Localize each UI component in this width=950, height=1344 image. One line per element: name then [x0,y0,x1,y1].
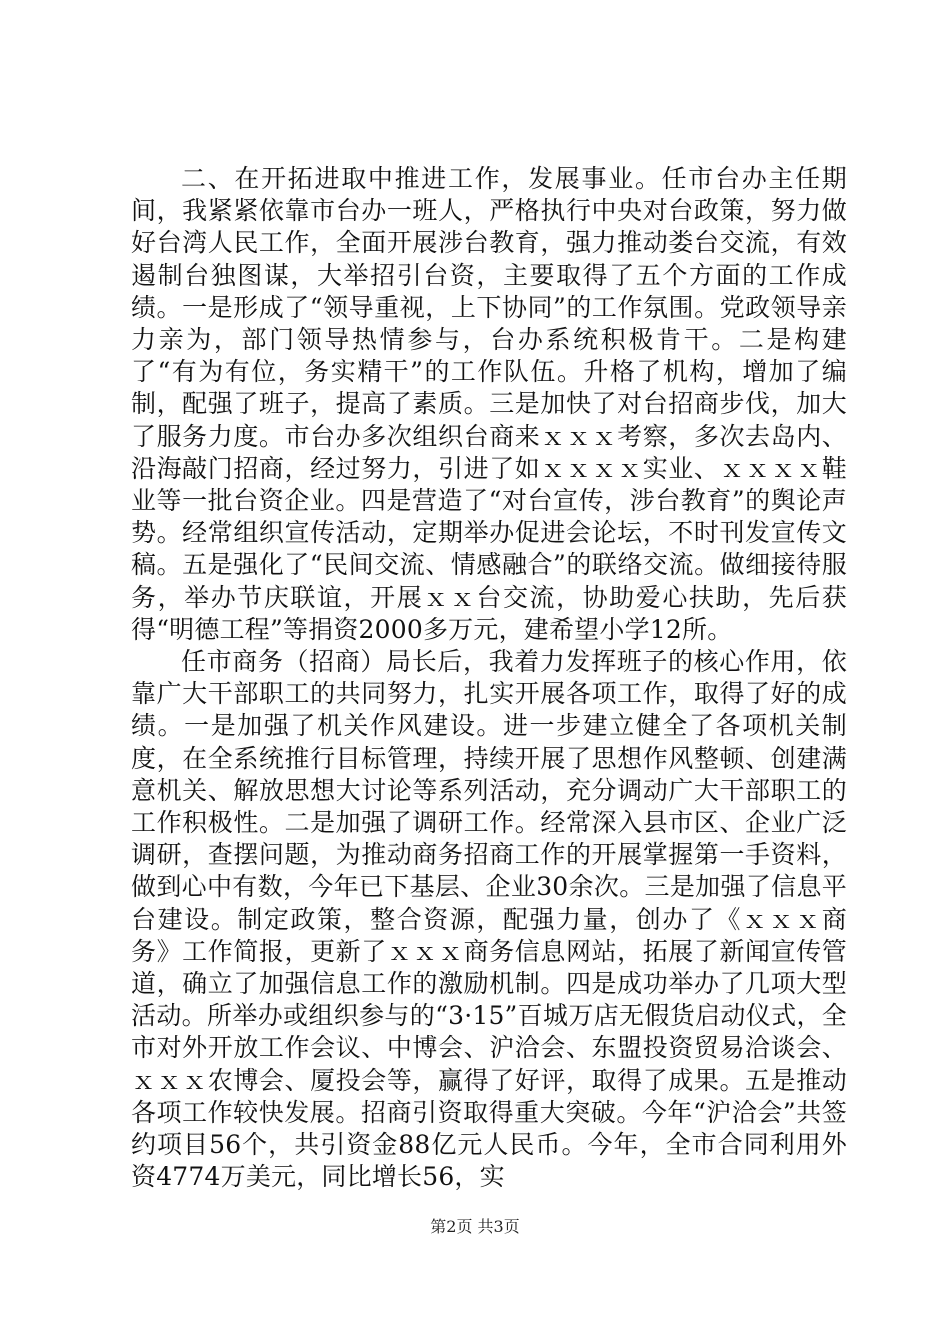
paragraph: 任市商务（招商）局长后，我着力发挥班子的核心作用，依靠广大干部职工的共同努力，扎实开展各项工作，取得了好的成绩。一是加强了机关作风建设。进一步建立健全了各项机关制度，在全系统推行目标管理，持续开展了思想作风整顿、创建满意机关、解放思想大讨论等系列活动，充分调动广大干部职工的工作积极性。二是加强了调研工作。经常深入县市区、企业广泛调研，查摆问题，为推动商务招商工作的开展掌握第一手资料，做到心中有数，今年已下基层、企业30余次。三是加强了信息平台建设。制定政策，整合资源，配强力量，创办了《ｘｘｘ商务》工作简报，更新了ｘｘｘ商务信息网站，拓展了新闻宣传管道，确立了加强信息工作的激励机制。四是成功举办了几项大型活动。所举办或组织参与的“3·15”百城万店无假货启动仪式，全市对外开放工作会议、中博会、沪洽会、东盟投资贸易洽谈会、ｘｘｘ农博会、厦投会等，赢得了好评，取得了成果。五是推动各项工作较快发展。招商引资取得重大突破。今年“沪洽会”共签约项目56个，共引资金88亿元人民币。今年，全市合同利用外资4774万美元，同比增长56，实 [131,647,847,1192]
document-body [131,163,847,1194]
paragraph: 二、在开拓进取中推进工作，发展事业。任市台办主任期间，我紧紧依靠市台办一班人，严格执行中央对台政策，努力做好台湾人民工作，全面开展涉台教育，强力推动娄台交流，有效遏制台独图谋，大举招引台资，主要取得了五个方面的工作成绩。一是形成了“领导重视，上下协同”的工作氛围。党政领导亲力亲为，部门领导热情参与，台办系统积极肯干。二是构建了“有为有位，务实精干”的工作队伍。升格了机构，增加了编制，配强了班子，提高了素质。三是加快了对台招商步伐，加大了服务力度。市台办多次组织台商来ｘｘｘ考察，多次去岛内、沿海敲门招商，经过努力，引进了如ｘｘｘｘ实业、ｘｘｘｘ鞋业等一批台资企业。四是营造了“对台宣传，涉台教育”的舆论声势。经常组织宣传活动，定期举办促进会论坛，不时刊发宣传文稿。五是强化了“民间交流、情感融合”的联络交流。做细接待服务，举办节庆联谊，开展ｘｘ台交流，协助爱心扶助，先后获得“明德工程”等捐资2000多万元，建希望小学12所。 [131,164,847,644]
page-number-footer: 第2页 共3页 [430,1217,520,1236]
